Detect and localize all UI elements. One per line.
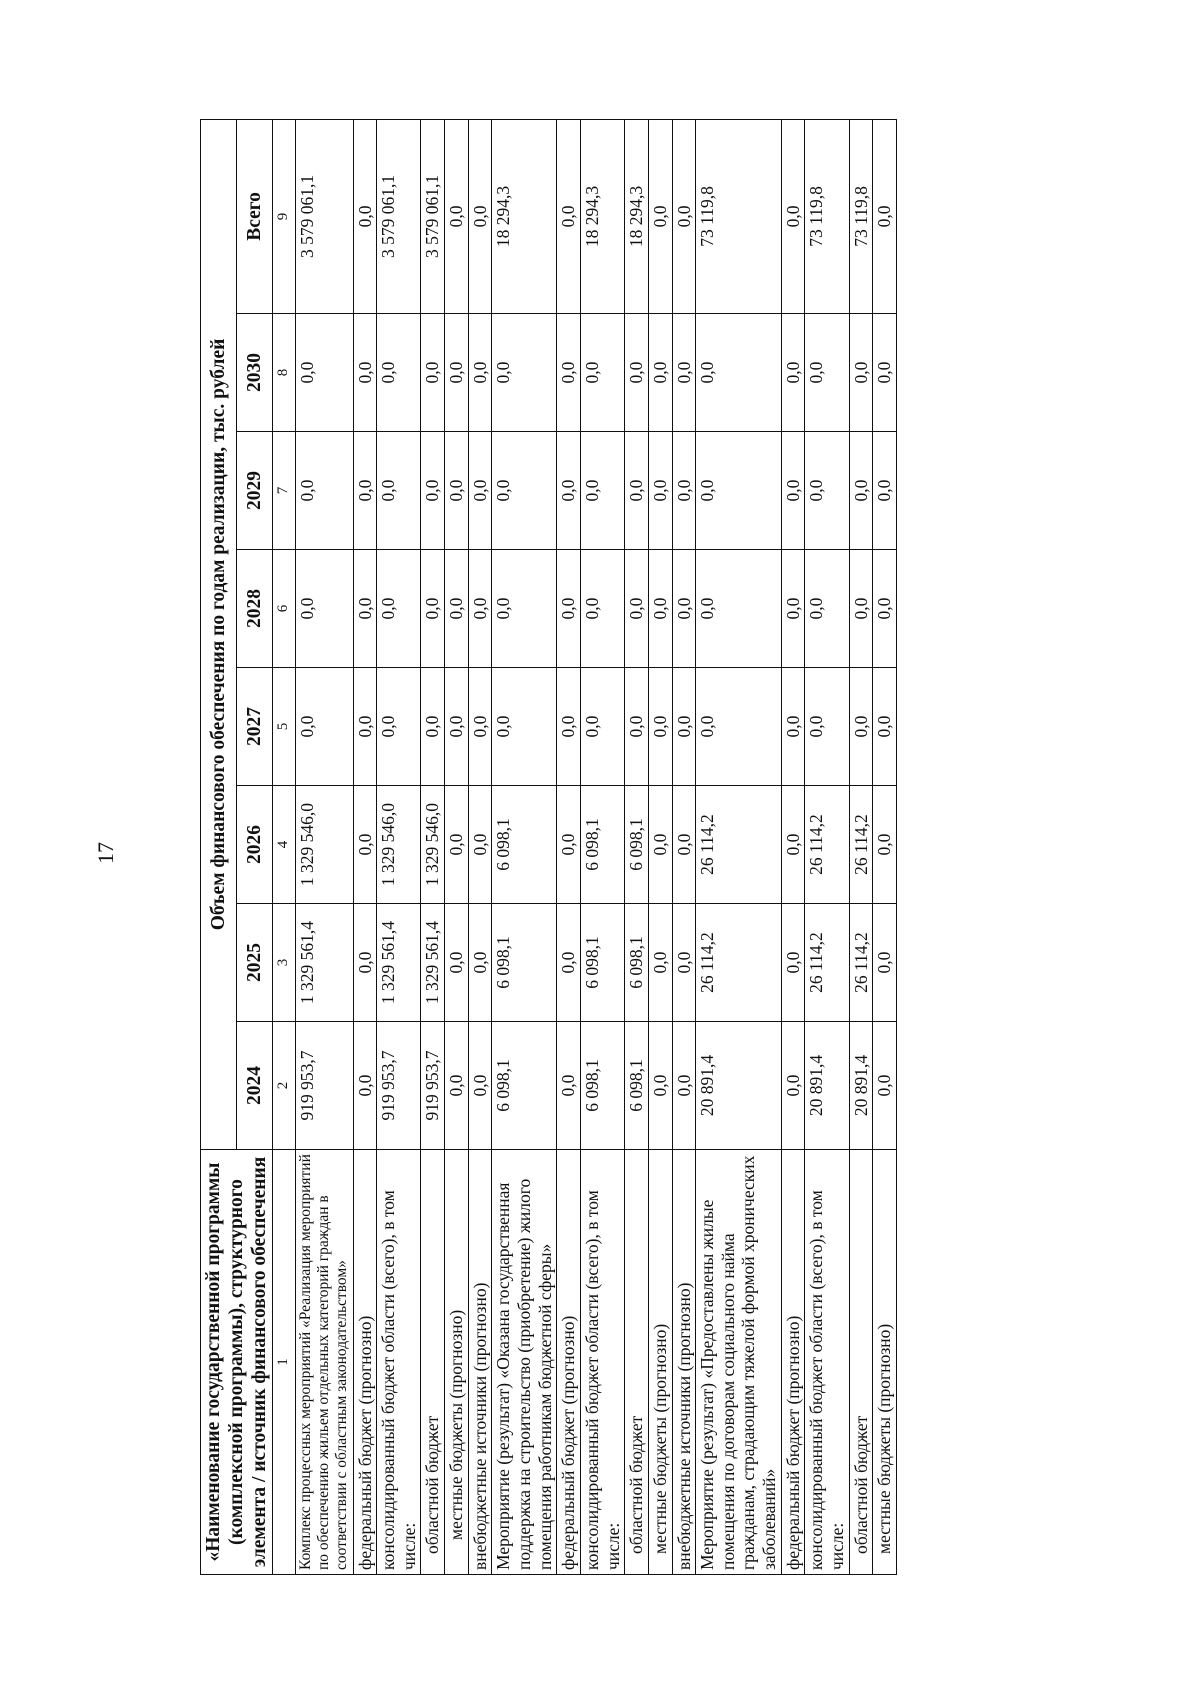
row-year-value: 919 953,7 [421,1022,445,1150]
row-year-value: 0,0 [377,432,421,550]
row-year-value: 919 953,7 [377,1022,421,1150]
row-year-value: 1 329 546,0 [377,786,421,904]
year-header: 2027 [237,668,273,786]
row-year-value: 0,0 [781,668,805,786]
row-year-value: 0,0 [468,550,492,668]
row-year-value: 0,0 [648,314,672,432]
column-index: 3 [273,904,296,1022]
row-total-value: 0,0 [648,119,672,313]
row-year-value: 6 098,1 [492,1022,557,1150]
column-index: 9 [273,119,296,313]
table-row [557,119,581,1574]
row-year-value: 0,0 [873,786,897,904]
row-year-value: 0,0 [421,314,445,432]
row-year-value: 1 329 546,0 [295,786,353,904]
row-year-value: 0,0 [625,668,649,786]
row-label: федеральный бюджет (прогнозно) [353,1150,377,1575]
row-year-value: 0,0 [580,550,624,668]
year-header: 2029 [237,432,273,550]
row-year-value: 0,0 [377,314,421,432]
row-year-value: 0,0 [672,904,696,1022]
row-year-value: 0,0 [781,432,805,550]
row-year-value: 0,0 [295,432,353,550]
row-year-value: 0,0 [672,550,696,668]
header-row-1 [201,119,237,1574]
row-year-value: 0,0 [580,314,624,432]
row-year-value: 20 891,4 [849,1022,873,1150]
row-label: Комплекс процессных мероприятий «Реализация мероприятий по обеспечению жильем отдельных категорий граждан в соответствии с областным законодательством» [295,1150,353,1575]
year-header: 2025 [237,904,273,1022]
column-index: 2 [273,1022,296,1150]
row-year-value: 0,0 [557,786,581,904]
row-year-value: 0,0 [557,904,581,1022]
row-total-value: 3 579 061,1 [377,119,421,313]
row-label: консолидированный бюджет области (всего), в том числе: [580,1150,624,1575]
row-year-value: 0,0 [696,432,782,550]
row-label: местные бюджеты (прогнозно) [873,1150,897,1575]
row-year-value: 0,0 [468,668,492,786]
row-year-value: 0,0 [492,668,557,786]
row-year-value: 0,0 [781,1022,805,1150]
row-year-value: 0,0 [781,550,805,668]
row-year-value: 0,0 [580,432,624,550]
row-year-value: 20 891,4 [696,1022,782,1150]
row-year-value: 0,0 [873,668,897,786]
row-year-value: 0,0 [648,668,672,786]
row-year-value: 0,0 [672,314,696,432]
row-year-value: 26 114,2 [696,786,782,904]
table-row [468,119,492,1574]
row-year-value: 0,0 [873,904,897,1022]
row-year-value: 26 114,2 [849,904,873,1022]
column-index: 6 [273,550,296,668]
row-year-value: 0,0 [648,432,672,550]
row-year-value: 0,0 [696,314,782,432]
row-year-value: 0,0 [672,432,696,550]
row-label: федеральный бюджет (прогнозно) [781,1150,805,1575]
row-year-value: 20 891,4 [805,1022,849,1150]
row-year-value: 0,0 [580,668,624,786]
row-total-value: 18 294,3 [625,119,649,313]
row-year-value: 0,0 [353,786,377,904]
row-year-value: 1 329 561,4 [295,904,353,1022]
row-total-value: 73 119,8 [696,119,782,313]
table-row [377,119,421,1574]
row-year-value: 6 098,1 [492,786,557,904]
row-year-value: 0,0 [445,550,469,668]
row-label: внебюджетные источники (прогнозно) [468,1150,492,1575]
name-column-header: «Наименование государственной программы (комплексной программы), структурного элемента / источник финансового обеспечения [201,1150,273,1575]
table-row [672,119,696,1574]
row-label: областной бюджет [421,1150,445,1575]
row-year-value: 0,0 [557,550,581,668]
row-year-value: 0,0 [353,550,377,668]
row-year-value: 0,0 [672,1022,696,1150]
table-row [625,119,649,1574]
row-label: областной бюджет [625,1150,649,1575]
row-year-value: 0,0 [468,786,492,904]
row-year-value: 0,0 [805,314,849,432]
row-year-value: 0,0 [445,1022,469,1150]
row-year-value: 0,0 [353,432,377,550]
row-total-value: 3 579 061,1 [295,119,353,313]
row-year-value: 26 114,2 [805,904,849,1022]
table-row [781,119,805,1574]
row-year-value: 0,0 [295,668,353,786]
row-year-value: 0,0 [492,550,557,668]
year-header: 2026 [237,786,273,904]
row-year-value: 0,0 [557,432,581,550]
column-index-row [273,119,296,1574]
financing-table [200,119,897,1575]
row-year-value: 0,0 [445,786,469,904]
table-row [295,119,353,1574]
row-year-value: 0,0 [445,314,469,432]
column-index: 7 [273,432,296,550]
year-header: 2024 [237,1022,273,1150]
row-year-value: 0,0 [873,550,897,668]
row-year-value: 0,0 [377,668,421,786]
column-index: 4 [273,786,296,904]
row-total-value: 0,0 [873,119,897,313]
row-year-value: 0,0 [625,432,649,550]
row-year-value: 0,0 [377,550,421,668]
row-year-value: 0,0 [445,668,469,786]
row-year-value: 0,0 [805,668,849,786]
row-year-value: 0,0 [468,432,492,550]
row-total-value: 18 294,3 [580,119,624,313]
row-year-value: 6 098,1 [580,904,624,1022]
total-header: Всего [237,119,273,313]
row-year-value: 0,0 [445,432,469,550]
row-label: внебюджетные источники (прогнозно) [672,1150,696,1575]
row-year-value: 26 114,2 [805,786,849,904]
row-year-value: 0,0 [873,314,897,432]
column-index: 5 [273,668,296,786]
row-year-value: 0,0 [672,786,696,904]
row-year-value: 0,0 [696,668,782,786]
page-number: 17 [93,842,118,864]
row-year-value: 0,0 [648,904,672,1022]
table-row [492,119,557,1574]
column-index: 8 [273,314,296,432]
rotated-table-container [200,130,897,1575]
table-row [805,119,849,1574]
row-year-value: 0,0 [468,904,492,1022]
row-year-value: 0,0 [353,904,377,1022]
row-total-value: 0,0 [781,119,805,313]
row-year-value: 0,0 [849,432,873,550]
row-year-value: 0,0 [849,314,873,432]
row-year-value: 6 098,1 [625,786,649,904]
row-year-value: 0,0 [421,668,445,786]
row-year-value: 0,0 [421,550,445,668]
table-row [421,119,445,1574]
year-header: 2030 [237,314,273,432]
row-year-value: 0,0 [492,432,557,550]
row-year-value: 1 329 546,0 [421,786,445,904]
funding-group-header: Объем финансового обеспечения по годам реализации, тыс. рублей [201,119,237,1149]
row-total-value: 0,0 [557,119,581,313]
row-label: местные бюджеты (прогнозно) [648,1150,672,1575]
row-total-value: 0,0 [445,119,469,313]
row-year-value: 0,0 [625,314,649,432]
row-year-value: 0,0 [648,550,672,668]
row-year-value: 0,0 [557,314,581,432]
row-year-value: 0,0 [445,904,469,1022]
row-label: Мероприятие (результат) «Предоставлены жилые помещения по договорам социального найма гражданам, страдающим тяжелой формой хронических заболеваний» [696,1150,782,1575]
row-year-value: 0,0 [557,668,581,786]
row-year-value: 0,0 [625,550,649,668]
row-year-value: 0,0 [295,314,353,432]
row-year-value: 0,0 [781,314,805,432]
row-year-value: 0,0 [873,432,897,550]
row-year-value: 0,0 [353,1022,377,1150]
row-year-value: 0,0 [468,1022,492,1150]
row-year-value: 0,0 [295,550,353,668]
row-total-value: 73 119,8 [849,119,873,313]
row-year-value: 0,0 [353,314,377,432]
row-year-value: 6 098,1 [492,904,557,1022]
row-year-value: 919 953,7 [295,1022,353,1150]
row-year-value: 0,0 [468,314,492,432]
row-year-value: 0,0 [696,550,782,668]
row-year-value: 26 114,2 [696,904,782,1022]
row-total-value: 3 579 061,1 [421,119,445,313]
row-year-value: 0,0 [557,1022,581,1150]
row-year-value: 0,0 [805,550,849,668]
row-year-value: 0,0 [873,1022,897,1150]
row-label: федеральный бюджет (прогнозно) [557,1150,581,1575]
row-year-value: 0,0 [781,904,805,1022]
year-header: 2028 [237,550,273,668]
row-total-value: 0,0 [353,119,377,313]
row-year-value: 0,0 [805,432,849,550]
row-total-value: 0,0 [468,119,492,313]
row-label: консолидированный бюджет области (всего), в том числе: [377,1150,421,1575]
row-label: областной бюджет [849,1150,873,1575]
row-total-value: 18 294,3 [492,119,557,313]
row-year-value: 1 329 561,4 [421,904,445,1022]
row-year-value: 1 329 561,4 [377,904,421,1022]
row-total-value: 0,0 [672,119,696,313]
row-year-value: 6 098,1 [580,786,624,904]
row-label: местные бюджеты (прогнозно) [445,1150,469,1575]
table-row [648,119,672,1574]
row-year-value: 6 098,1 [625,904,649,1022]
table-row [445,119,469,1574]
row-year-value: 6 098,1 [625,1022,649,1150]
table-row [353,119,377,1574]
row-label: Мероприятие (результат) «Оказана государственная поддержка на строительство (приобретение) жилого помещения работникам бюджетной сферы» [492,1150,557,1575]
row-year-value: 0,0 [492,314,557,432]
row-year-value: 6 098,1 [580,1022,624,1150]
row-year-value: 0,0 [421,432,445,550]
row-year-value: 0,0 [353,668,377,786]
table-row [580,119,624,1574]
row-year-value: 0,0 [849,550,873,668]
row-year-value: 0,0 [648,786,672,904]
table-row [696,119,782,1574]
table-row [849,119,873,1574]
row-year-value: 0,0 [672,668,696,786]
table-row [873,119,897,1574]
row-total-value: 73 119,8 [805,119,849,313]
row-year-value: 0,0 [648,1022,672,1150]
row-label: консолидированный бюджет области (всего), в том числе: [805,1150,849,1575]
row-year-value: 26 114,2 [849,786,873,904]
row-year-value: 0,0 [849,668,873,786]
row-year-value: 0,0 [781,786,805,904]
column-index: 1 [273,1150,296,1575]
